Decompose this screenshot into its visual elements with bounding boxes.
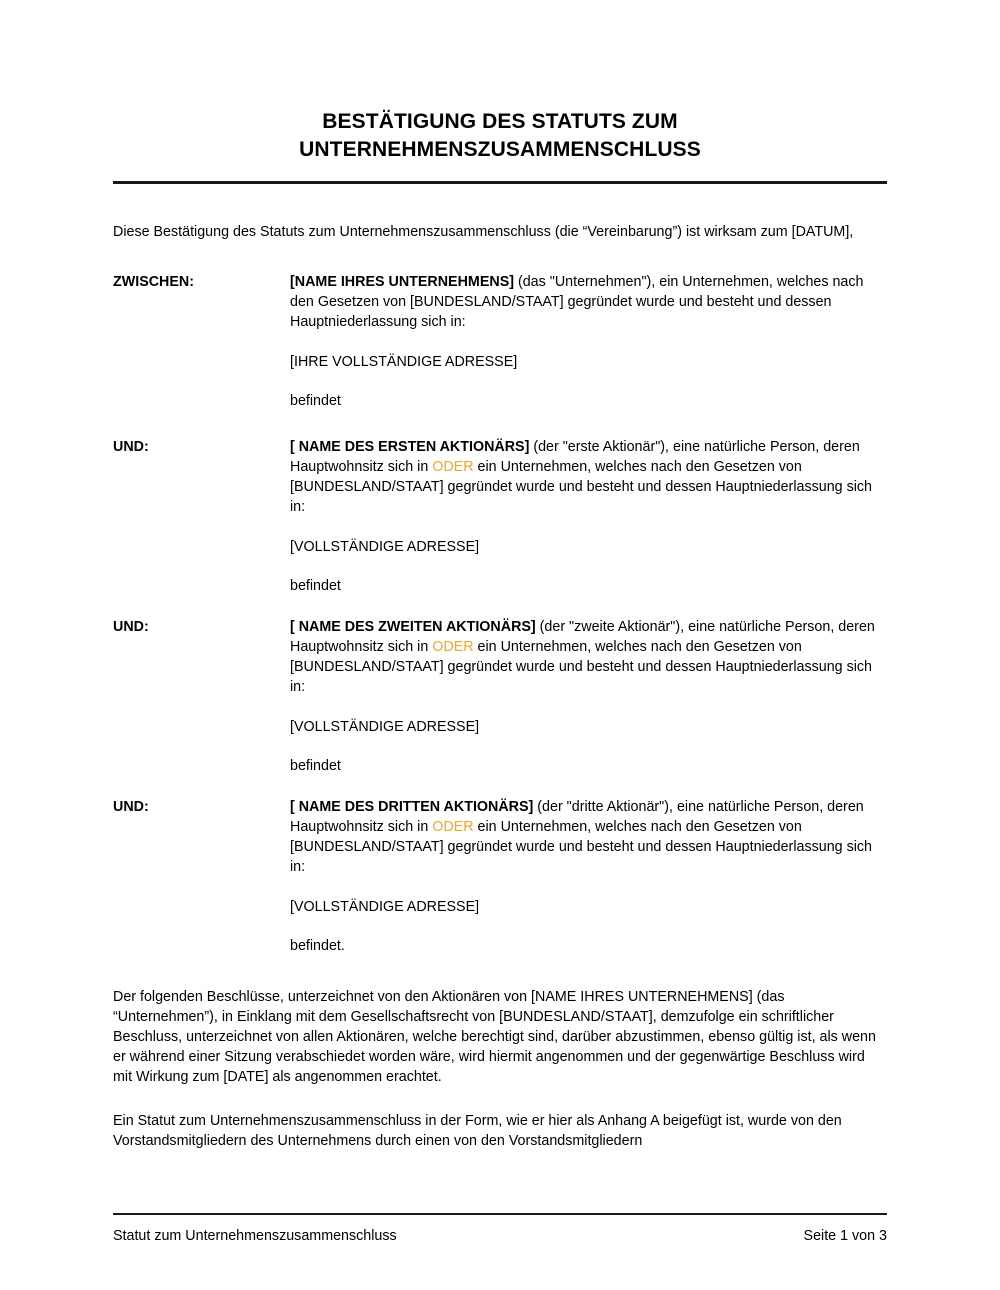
party-name: [ NAME DES ERSTEN AKTIONÄRS] [290, 439, 530, 455]
party-row [113, 437, 887, 596]
party-situated: befindet [290, 393, 341, 409]
party-desc-after-or: ein Unternehmen, welches nach den Gesetzen von [BUNDESLAND/STAAT] gegründet wurde und besteht und dessen Hauptniederlassung sich in: [290, 819, 872, 875]
party-body [290, 617, 887, 776]
party-or-word: ODER [432, 639, 474, 655]
parties-section [113, 272, 887, 956]
closing-paragraph-1: Der folgenden Beschlüsse, unterzeichnet von den Aktionären von [NAME IHRES UNTERNEHMENS] (das “Unternehmen”), in Einklang mit dem Gesellschaftsrecht von [BUNDESLAND/STAAT], demzufolge ein schriftlicher Beschluss, unterzeichnet von allen Aktionären, welche berechtigt sind, darüber abzustimmen, ebenso gültig ist, als wenn er während einer Sitzung verabschiedet worden wäre, wird hiermit angenommen und der gegenwärtige Beschluss wird mit Wirkung zum [DATE] als angenommen erachtet. [113, 989, 876, 1085]
party-label: ZWISCHEN: [113, 274, 195, 290]
party-label: UND: [113, 439, 149, 455]
party-description [290, 797, 887, 877]
footer-row [113, 1215, 887, 1245]
party-situated: befindet. [290, 938, 345, 954]
party-or-word: ODER [432, 459, 474, 475]
party-row [113, 272, 887, 411]
party-body [290, 272, 887, 411]
party-body [290, 437, 887, 596]
page-title-line-1: BESTÄTIGUNG DES STATUTS ZUM [322, 110, 678, 133]
page-title-line-2: UNTERNEHMENSZUSAMMENSCHLUSS [299, 138, 701, 161]
intro-paragraph: Diese Bestätigung des Statuts zum Unternehmenszusammenschluss (die “Vereinbarung”) ist wirksam zum [DATUM], [113, 224, 854, 240]
party-name: [ NAME DES ZWEITEN AKTIONÄRS] [290, 619, 536, 635]
party-label: UND: [113, 619, 149, 635]
party-desc-after-or: ein Unternehmen, welches nach den Gesetzen von [BUNDESLAND/STAAT] gegründet wurde und besteht und dessen Hauptniederlassung sich in: [290, 639, 872, 695]
party-row [113, 797, 887, 956]
page-title [113, 0, 887, 164]
party-description [290, 437, 887, 517]
party-address: [VOLLSTÄNDIGE ADRESSE] [290, 719, 480, 735]
party-address: [IHRE VOLLSTÄNDIGE ADRESSE] [290, 354, 518, 370]
party-name: [ NAME DES DRITTEN AKTIONÄRS] [290, 799, 534, 815]
party-address: [VOLLSTÄNDIGE ADRESSE] [290, 539, 480, 555]
party-description [290, 272, 887, 332]
party-desc-before-or: (der "zweite Aktionär"), eine natürliche Person, deren Hauptwohnsitz sich in [290, 619, 875, 655]
party-situated: befindet [290, 578, 341, 594]
party-or-word: ODER [432, 819, 474, 835]
party-name: [NAME IHRES UNTERNEHMENS] [290, 274, 514, 290]
footer-document-name: Statut zum Unternehmenszusammenschluss [113, 1228, 397, 1244]
party-desc-before-or: (der "erste Aktionär"), eine natürliche Person, deren Hauptwohnsitz sich in [290, 439, 860, 475]
party-desc-after-or: ein Unternehmen, welches nach den Gesetzen von [BUNDESLAND/STAAT] gegründet wurde und besteht und dessen Hauptniederlassung sich in: [290, 459, 872, 515]
party-situated: befindet [290, 758, 341, 774]
party-desc-before-or: (der "dritte Aktionär"), eine natürliche Person, deren Hauptwohnsitz sich in [290, 799, 864, 835]
page-footer [113, 1213, 887, 1245]
party-address: [VOLLSTÄNDIGE ADRESSE] [290, 899, 480, 915]
footer-page-number: Seite 1 von 3 [803, 1228, 887, 1244]
party-label: UND: [113, 799, 149, 815]
closing-paragraph-2: Ein Statut zum Unternehmenszusammenschluss in der Form, wie er hier als Anhang A beigefügt ist, wurde von den Vorstandsmitgliedern des Unternehmens durch einen von den Vorstandsmitgliedern [113, 1113, 842, 1149]
party-description [290, 617, 887, 697]
party-desc-before-or: (das "Unternehmen"), ein Unternehmen, welches nach den Gesetzen von [BUNDESLAND/STAAT] gegründet wurde und besteht und dessen Hauptniederlassung sich in: [290, 274, 864, 330]
party-row [113, 617, 887, 776]
party-body [290, 797, 887, 956]
